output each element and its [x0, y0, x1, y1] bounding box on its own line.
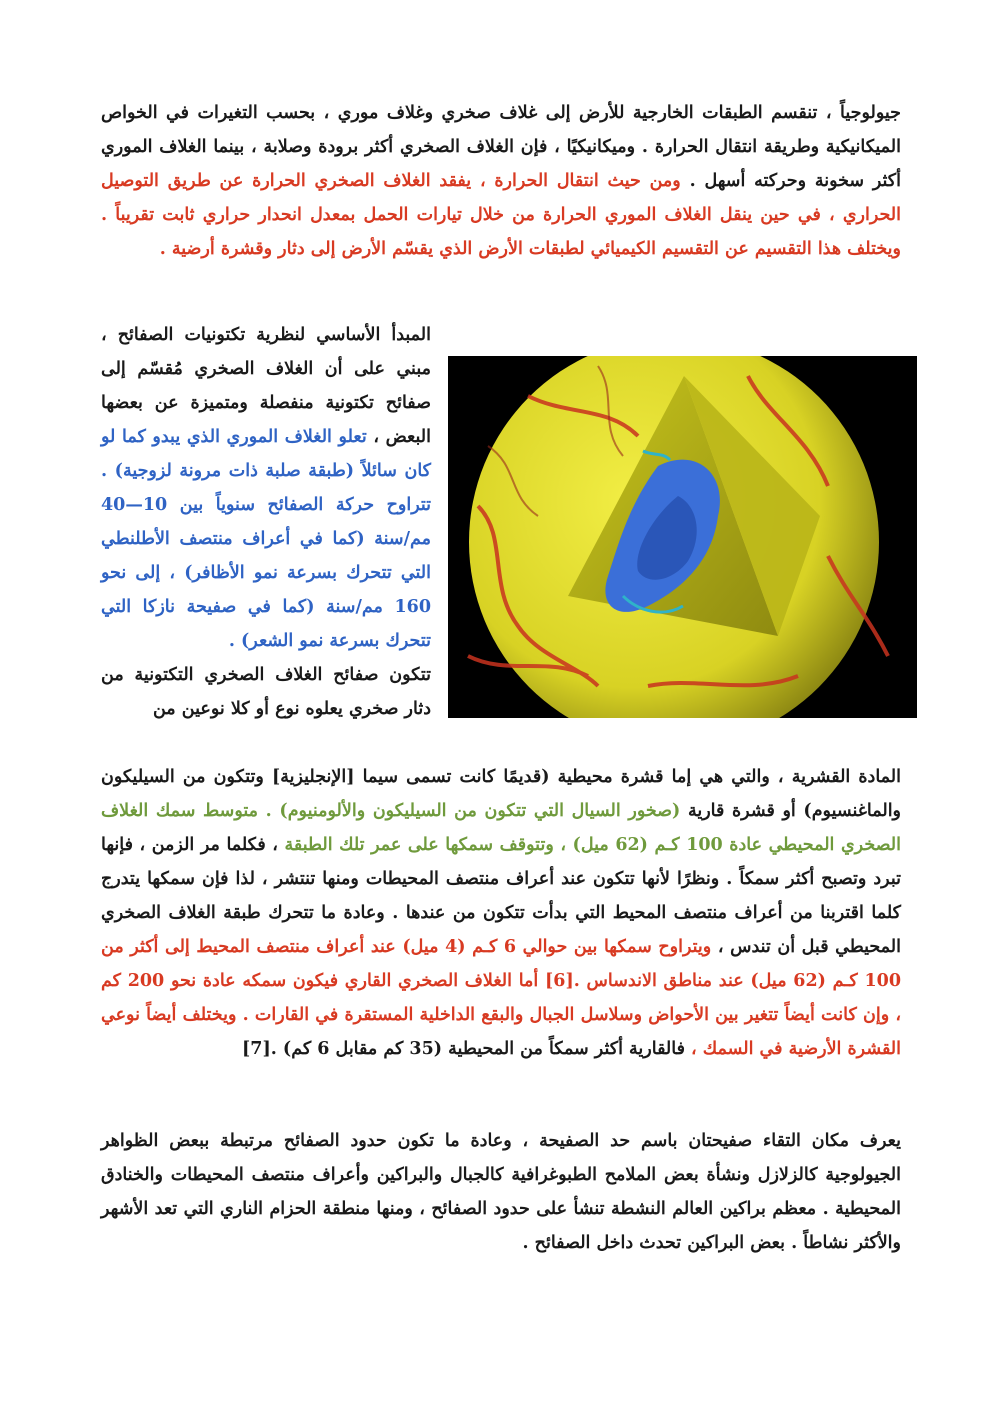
text-span: ، فكلما مر الزمن ، فإنها تبرد وتصبح أكثر سمكاً . ونظرًا لأنها تتكون عند أعراف منتصف المحيطات ومنها تنتشر ، لذا فإن سمكها يتدرج كلما اقتربنا من أعراف منتصف المحيط التي بدأت تتكون من عندها . وعادة ما تتحرك طبقة الغلاف الصخري المحيطي قبل أن تندس ،: [101, 835, 901, 957]
text-span: المادة القشرية ، والتي هي إما قشرة محيطية (قديمًا كانت تسمى سيما [الإنجليزية] وتتكون من السيليكون والماغنسيوم) أو قشرة قارية: [101, 767, 902, 821]
highlight-green-span: (صخور السيال التي تتكون من السيليكون والألومنيوم) . متوسط سمك الغلاف الصخري المحيطي عادة 100 كـم (62 ميل) ، وتتوقف سمكها على عمر تلك الطبقة: [101, 801, 901, 855]
paragraph-crust-thickness: [101, 760, 901, 1066]
text-span: المبدأ الأساسي لنظرية تكتونيات الصفائح ، مبني على أن الغلاف الصخري مُقسّم إلى صفائح تكتونية منفصلة ومتميزة عن بعضها البعض ،: [101, 325, 431, 447]
paragraph-plate-boundaries: [101, 1124, 901, 1260]
text-span: جيولوجياً ، تنقسم الطبقات الخارجية للأرض إلى غلاف صخري وغلاف موري ، بحسب التغيرات في الخواص الميكانيكية وطريقة انتقال الحرارة . وميكانيكيًا ، فإن الغلاف الصخري أكثر برودة وصلابة ، بينما الغلاف الموري أكثر سخونة وحركته أسهل .: [101, 103, 901, 191]
text-span: تتكون صفائح الغلاف الصخري التكتونية من دثار صخري يعلوه نوع أو كلا نوعين من: [101, 665, 431, 719]
highlight-red-span: ومن حيث انتقال الحرارة ، يفقد الغلاف الصخري الحرارة عن طريق التوصيل الحراري ، في حين ينقل الغلاف الموري الحرارة من خلال تيارات الحمل بمعدل انحدار حراري ثابت تقريباً . ويختلف هذا التقسيم عن التقسيم الكيميائي لطبقات الأرض الذي يقسّم الأرض إلى دثار وقشرة أرضية .: [101, 171, 901, 259]
highlight-red-span: ويتراوح سمكها بين حوالي 6 كـم (4 ميل) عند أعراف منتصف المحيط إلى أكثر من 100 كـم (62 ميل) عند مناطق الاندساس .[6] أما الغلاف الصخري القاري فيكون سمكه عادة نحو 200 كم ، وإن كانت أيضاً تتغير بين الأحواض وسلاسل الجبال والبقع الداخلية المستقرة في القارات . ويختلف أيضاً نوعي القشرة الأرضية في السمك ،: [101, 937, 902, 1059]
highlight-blue-span: تعلو الغلاف الموري الذي يبدو كما لو كان سائلاً (طبقة صلبة ذات مرونة لزوجية) . تتراوح حركة الصفائح سنوياً بين 10—40 مم/سنة (كما في أعراف منتصف الأطلنطي التي تتحرك بسرعة نمو الأظافر) ، إلى نحو 160 مم/سنة (كما في صفيحة نازكا التي تتحرك بسرعة نمو الشعر) .: [101, 427, 431, 651]
text-span: يعرف مكان التقاء صفيحتان باسم حد الصفيحة ، وعادة ما تكون حدود الصفائح مرتبطة ببعض الظواهر الجيولوجية كالزلازل ونشأة بعض الملامح الطبوغرافية كالجبال والبراكين وأعراف منتصف المحيطات والخنادق المحيطية . معظم براكين العالم النشطة تنشأ على حدود الصفائح ، ومنها منطقة الحزام الناري التي تعد الأشهر والأكثر نشاطاً . بعض البراكين تحدث داخل الصفائح .: [101, 1131, 901, 1253]
paragraph-lithosphere-definition: [101, 96, 901, 266]
paragraph-plate-tectonics: [101, 318, 431, 726]
earth-cutaway-image: [448, 356, 917, 718]
text-span: فالقارية أكثر سمكاً من المحيطية (35 كم مقابل 6 كم) .[7]: [241, 1039, 692, 1059]
